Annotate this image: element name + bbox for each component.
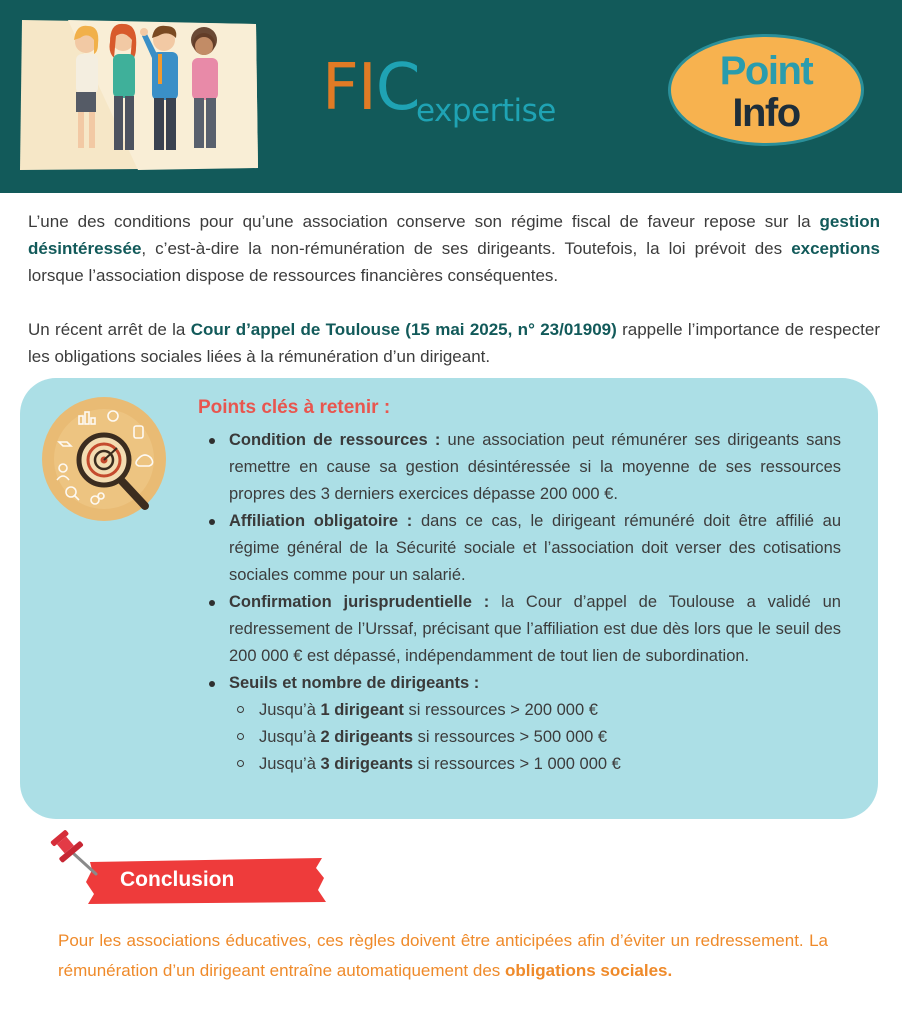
threshold-condition: si ressources > 500 000 € [413, 728, 608, 746]
conclusion-text-bold: obligations sociales. [505, 961, 673, 980]
push-pin-icon [48, 828, 104, 882]
threshold-condition: si ressources > 200 000 € [403, 701, 598, 719]
intro-p1-bold-a: gestion désintéressée [28, 212, 880, 258]
threshold-item [229, 751, 841, 778]
threshold-prefix: Jusqu’à [259, 755, 321, 773]
threshold-count: 3 dirigeants [320, 755, 414, 773]
list-item [207, 508, 841, 589]
people-illustration [18, 18, 260, 173]
threshold-prefix: Jusqu’à [259, 728, 321, 746]
list-item [207, 589, 841, 670]
intro-p1-text-b: , c’est-à-dire la non-rémunération de ses dirigeants. Toutefois, la loi prévoit des [141, 239, 792, 258]
logo-fi: FI [322, 51, 376, 125]
header-banner [0, 0, 902, 193]
point-info-badge [668, 34, 864, 146]
badge-line-2: Info [732, 91, 800, 135]
logo-c: C [375, 51, 420, 125]
list-item-label: Condition de ressources : [229, 431, 441, 449]
threshold-item [229, 697, 841, 724]
intro-p2-text-a: Un récent arrêt de la [28, 320, 191, 339]
intro-p1-text-a: L’une des conditions pour qu’une association conserve son régime fiscal de faveur repose sur la [28, 212, 820, 231]
conclusion-title: Conclusion [120, 868, 235, 891]
list-item-label: Seuils et nombre de dirigeants : [229, 674, 480, 692]
magnifier-target-icon [41, 396, 167, 522]
key-points-title: Points clés à retenir : [198, 397, 391, 418]
intro-paragraph-2 [28, 316, 880, 370]
intro-p2-text-b: rappelle l’importance de respecter les obligations sociales liées à la rémunération d’un dirigeant. [28, 320, 880, 366]
badge-line-1: Point [719, 49, 813, 93]
intro-p1-bold-b: exceptions [791, 239, 880, 258]
list-item-text: dans ce cas, le dirigeant rémunéré doit être affilié au régime général de la Sécurité sociale et l’association doit verser des cotisations sociales comme pour un salarié. [229, 512, 841, 584]
intro-text [28, 208, 880, 370]
list-item-label: Confirmation jurisprudentielle : [229, 593, 490, 611]
threshold-count: 2 dirigeants [320, 728, 414, 746]
threshold-condition: si ressources > 1 000 000 € [413, 755, 621, 773]
threshold-item [229, 724, 841, 751]
logo-expertise: expertise [416, 93, 556, 129]
list-item [207, 427, 841, 508]
list-item-text: la Cour d’appel de Toulouse a validé un redressement de l’Urssaf, précisant que l’affiliation est due dès lors que le seuil des 200 000 € est dépassé, indépendamment de tout lien de subordination. [229, 593, 841, 665]
list-item-text: une association peut rémunérer ses dirigeants sans remettre en cause sa gestion désintéressée si la moyenne de ses ressources propres des 3 derniers exercices dépasse 200 000 €. [229, 431, 841, 503]
fic-expertise-logo [322, 51, 602, 146]
intro-paragraph-1 [28, 208, 880, 289]
conclusion-text-a: Pour les associations éducatives, ces règles doivent être anticipées afin d’éviter un redressement. La rémunération d’un dirigeant entraîne automatiquement des [58, 931, 828, 980]
conclusion-text [58, 926, 828, 986]
list-item-label: Affiliation obligatoire : [229, 512, 413, 530]
threshold-prefix: Jusqu’à [259, 701, 321, 719]
thresholds-list [229, 697, 841, 778]
threshold-count: 1 dirigeant [320, 701, 404, 719]
list-item [207, 670, 841, 778]
key-points-list [207, 427, 841, 778]
intro-p2-bold: Cour d’appel de Toulouse (15 mai 2025, n° 23/01909) [190, 320, 617, 339]
intro-p1-text-c: lorsque l’association dispose de ressources financières conséquentes. [28, 266, 559, 285]
